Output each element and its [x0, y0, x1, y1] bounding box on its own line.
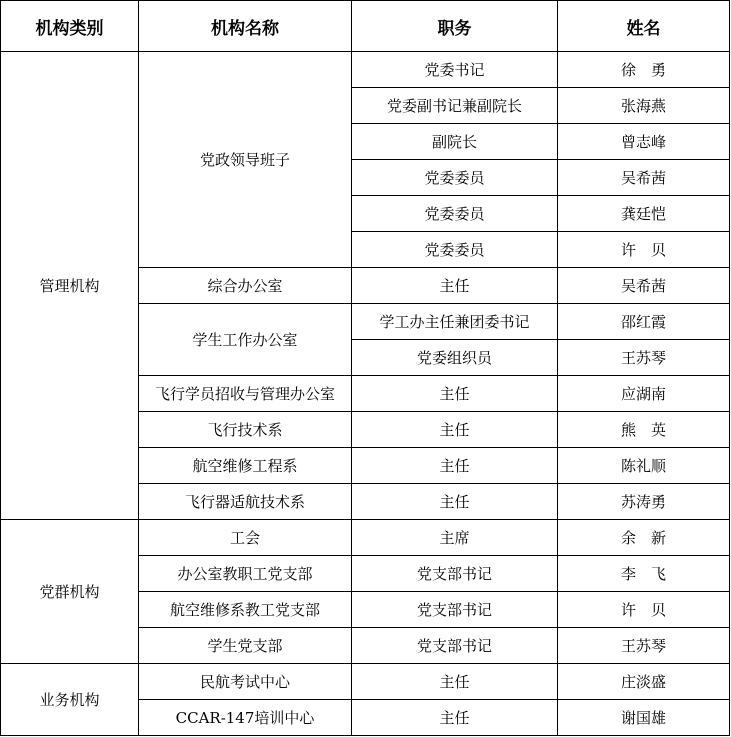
org-cell-flight-tech: 飞行技术系 — [139, 412, 352, 448]
position-cell: 党委委员 — [352, 232, 558, 268]
name-cell: 李 飞 — [558, 556, 730, 592]
name-cell: 陈礼顺 — [558, 448, 730, 484]
header-category: 机构类别 — [1, 1, 139, 52]
header-position: 职务 — [352, 1, 558, 52]
name-cell: 谢国雄 — [558, 700, 730, 736]
org-cell-ccar-center: CCAR-147培训中心 — [139, 700, 352, 736]
name-cell: 许 贝 — [558, 592, 730, 628]
category-cell-management: 管理机构 — [1, 52, 139, 520]
name-cell: 应湖南 — [558, 376, 730, 412]
name-cell: 龚廷恺 — [558, 196, 730, 232]
name-cell: 王苏琴 — [558, 340, 730, 376]
name-cell: 曾志峰 — [558, 124, 730, 160]
org-cell-aviation-maint: 航空维修工程系 — [139, 448, 352, 484]
org-cell-airworthiness: 飞行器适航技术系 — [139, 484, 352, 520]
position-cell: 主任 — [352, 664, 558, 700]
position-cell: 党支部书记 — [352, 556, 558, 592]
table-row — [1, 520, 730, 556]
header-org-name: 机构名称 — [139, 1, 352, 52]
name-cell: 吴希茜 — [558, 160, 730, 196]
position-cell: 主任 — [352, 484, 558, 520]
position-cell: 党委组织员 — [352, 340, 558, 376]
name-cell: 余 新 — [558, 520, 730, 556]
header-row — [1, 1, 730, 52]
name-cell: 邵红霞 — [558, 304, 730, 340]
category-cell-business: 业务机构 — [1, 664, 139, 736]
position-cell: 主任 — [352, 448, 558, 484]
position-cell: 党委副书记兼副院长 — [352, 88, 558, 124]
position-cell: 党委委员 — [352, 196, 558, 232]
name-cell: 张海燕 — [558, 88, 730, 124]
position-cell: 主任 — [352, 700, 558, 736]
position-cell: 党支部书记 — [352, 628, 558, 664]
position-cell: 副院长 — [352, 124, 558, 160]
table-row — [1, 52, 730, 88]
position-cell: 党委委员 — [352, 160, 558, 196]
org-cell-union: 工会 — [139, 520, 352, 556]
table-row — [1, 664, 730, 700]
org-cell-student-office: 学生工作办公室 — [139, 304, 352, 376]
position-cell: 主席 — [352, 520, 558, 556]
name-cell: 王苏琴 — [558, 628, 730, 664]
name-cell: 熊 英 — [558, 412, 730, 448]
org-cell-office-branch: 办公室教职工党支部 — [139, 556, 352, 592]
position-cell: 党委书记 — [352, 52, 558, 88]
org-cell-flight-recruit: 飞行学员招收与管理办公室 — [139, 376, 352, 412]
name-cell: 吴希茜 — [558, 268, 730, 304]
position-cell: 主任 — [352, 412, 558, 448]
org-cell-exam-center: 民航考试中心 — [139, 664, 352, 700]
org-cell-office: 综合办公室 — [139, 268, 352, 304]
category-cell-party: 党群机构 — [1, 520, 139, 664]
position-cell: 主任 — [352, 376, 558, 412]
org-cell-student-branch: 学生党支部 — [139, 628, 352, 664]
position-cell: 学工办主任兼团委书记 — [352, 304, 558, 340]
position-cell: 党支部书记 — [352, 592, 558, 628]
name-cell: 许 贝 — [558, 232, 730, 268]
name-cell: 徐 勇 — [558, 52, 730, 88]
name-cell: 苏涛勇 — [558, 484, 730, 520]
header-name: 姓名 — [558, 1, 730, 52]
org-cell-maint-branch: 航空维修系教工党支部 — [139, 592, 352, 628]
name-cell: 庄淡盛 — [558, 664, 730, 700]
position-cell: 主任 — [352, 268, 558, 304]
org-cell-leadership: 党政领导班子 — [139, 52, 352, 268]
